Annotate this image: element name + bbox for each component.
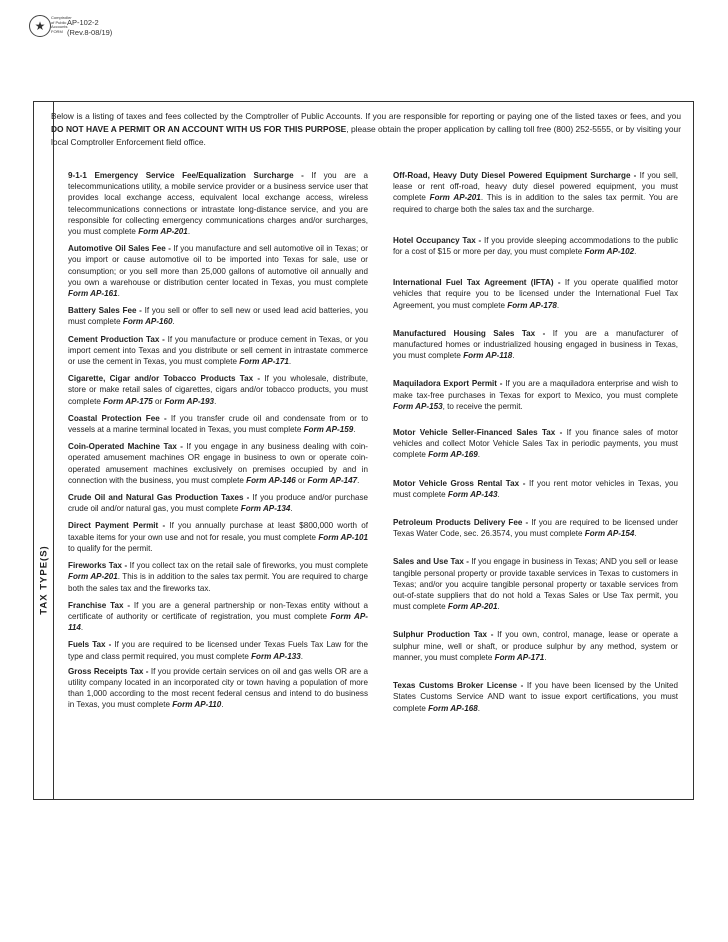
agency-line: of Public	[51, 19, 67, 25]
form-reference: Form AP-169	[428, 450, 478, 460]
tax-entry-title: Fireworks Tax -	[68, 561, 128, 571]
form-reference: Form AP-160	[122, 317, 173, 327]
form-reference: Form AP-201	[429, 193, 481, 203]
tax-entry	[393, 517, 678, 539]
tax-entry-title: Motor Vehicle Seller-Financed Sales Tax -	[393, 428, 563, 438]
tax-entry-title: Motor Vehicle Gross Rental Tax -	[393, 478, 526, 488]
tax-entry	[68, 492, 368, 514]
tax-entry-text: . This is in addition to the sales tax permit. You are required to charge both the sales tax and the surcharge.	[393, 193, 678, 214]
tax-entry-text: .	[172, 317, 175, 327]
tax-entry-text: If you engage in any business dealing with coin-operated amusement machines OR engage in business to own or operate coin-operated amusement machines exclusively on premises occupied by and in connection with the business, you must complete	[68, 442, 368, 485]
tax-entry-text: , to receive the permit.	[442, 401, 523, 411]
tax-entry-text: .	[300, 651, 303, 661]
tax-entry-text: If you operate qualified motor vehicles that require you to be licensed under the International Fuel Tax Agreement, you must complete	[393, 278, 678, 310]
form-reference: Form AP-171	[239, 357, 289, 367]
tax-entry-title: Crude Oil and Natural Gas Production Taxes -	[68, 493, 250, 503]
tax-entry-title: 9-1-1 Emergency Service Fee/Equalization Surcharge -	[68, 171, 304, 180]
tax-entry-text: If you sell or offer to sell new or used lead acid batteries, you must complete	[68, 306, 368, 327]
form-revision: (Rev.8-08/19)	[67, 28, 113, 37]
tax-entry-title: Fuels Tax -	[68, 640, 112, 650]
comptroller-seal-icon: ★	[29, 15, 51, 37]
tax-entry-text: .	[634, 247, 637, 257]
tax-entry-text: or	[295, 475, 308, 485]
tax-entry-text: If you own, control, manage, lease or operate a sulphur mine, well or shaft, or produce sulphur by any method, system or manner, you must complete	[393, 630, 678, 662]
tax-entry-text: If you rent motor vehicles in Texas, you must complete	[393, 478, 678, 499]
tax-entry-title: Automotive Oil Sales Fee -	[68, 244, 171, 254]
sidebar-label: TAX TYPE(S)	[38, 545, 50, 615]
tax-entry	[68, 600, 368, 634]
intro-text-end: , please obtain the proper application by calling toll free (800) 252-5555, or by visiting your local Comptroller Enforcement field office.	[51, 124, 681, 147]
agency-line: Accounts	[51, 24, 68, 29]
tax-entry-title: Coin-Operated Machine Tax -	[68, 442, 183, 452]
tax-entry-text: .	[512, 351, 515, 361]
right-tax-column	[393, 170, 678, 720]
form-reference: Form AP-101	[318, 532, 368, 542]
tax-entry-text: .	[290, 504, 293, 514]
tax-entry-text: .	[477, 450, 480, 460]
tax-entry-text: If you manufacture and sell automotive oil in Texas; or you import or cause automotive oil to be imported into Texas for sale, use or consumption; or you sell more than 25,000 gallons of automotive oil annually and you own a warehouse or distribution center located in Texas, you must complete	[68, 244, 368, 287]
tax-entry-title: Sales and Use Tax -	[393, 557, 469, 567]
tax-entry	[68, 520, 368, 554]
form-reference: Form AP-168	[428, 703, 478, 713]
tax-entry-text: If you are a general partnership or non-Texas entity without a certificate of authority or certificate of registration, you must complete	[68, 600, 368, 621]
form-reference: Form AP-159	[303, 425, 354, 435]
agency-line: Comptroller	[51, 15, 72, 20]
tax-entry-text: If you have been licensed by the United States Customs Service AND want to issue export certifications, you must complete	[393, 681, 679, 713]
left-tax-column	[68, 170, 368, 717]
tax-entry-text: If you provide sleeping accommodations to the public for a cost of $15 or more per day, you must complete	[393, 235, 679, 257]
tax-entry	[393, 235, 678, 257]
tax-entry	[393, 170, 678, 215]
form-reference: Form AP-178	[507, 300, 557, 310]
tax-entry-text: .	[357, 475, 360, 485]
tax-entry-text: If you transfer crude oil and condensate from or to vessels at a marine terminal located in Texas, you must complete	[68, 413, 368, 435]
tax-entry	[68, 373, 368, 407]
tax-entry	[393, 378, 678, 412]
tax-entry-title: Manufactured Housing Sales Tax -	[393, 328, 546, 338]
tax-entry-title: Sulphur Production Tax -	[393, 630, 494, 640]
tax-entry-text: .	[497, 489, 500, 499]
form-reference: Form AP-153	[393, 401, 443, 411]
tax-entry	[68, 334, 368, 368]
form-reference: Form AP-201	[138, 227, 188, 237]
tax-entry-title: Hotel Occupancy Tax -	[393, 235, 482, 245]
tax-entry-title: Cement Production Tax -	[68, 334, 165, 344]
tax-entry	[68, 666, 368, 711]
tax-entry-text: or	[152, 396, 165, 406]
form-reference: Form AP-147	[307, 475, 358, 485]
tax-entry	[393, 427, 678, 461]
tax-entry	[393, 328, 678, 362]
form-reference: Form AP-201	[68, 572, 118, 582]
tax-entry-text: If you sell, lease or rent off-road, heavy duty diesel powered equipment, you must complete	[393, 171, 678, 203]
intro-paragraph	[51, 110, 681, 149]
tax-entry-text: .	[634, 529, 637, 539]
tax-entry-text: If you are required to be licensed under Texas Water Code, sec. 26.3574, you must complete	[393, 518, 678, 539]
form-reference: Form AP-161	[68, 289, 118, 299]
tax-entry-title: Petroleum Products Delivery Fee -	[393, 518, 529, 528]
tax-entry-text: If you produce and/or purchase crude oil and/or natural gas, you must complete	[68, 493, 368, 514]
tax-entry-text: .	[80, 623, 84, 633]
tax-entry-title: International Fuel Tax Agreement (IFTA) -	[393, 278, 561, 288]
tax-entry-text: If you are a maquiladora enterprise and wish to make tax-free purchases in Texas for export to Mexico, you must complete	[393, 379, 679, 400]
tax-entry-text: .	[353, 425, 356, 435]
form-number: AP-102-2	[67, 18, 99, 27]
tax-entry	[393, 277, 678, 311]
tax-entry-text: .	[544, 652, 547, 662]
tax-entry	[393, 478, 678, 500]
tax-entry-text: If you are a manufacturer of manufactured homes or industrialized housing engaged in business in Texas, you must complete	[393, 328, 678, 361]
form-reference: Form AP-143	[447, 489, 498, 499]
tax-entry-text: .	[477, 703, 480, 713]
form-reference: Form AP-175	[103, 396, 153, 406]
tax-entry-title: Off-Road, Heavy Duty Diesel Powered Equipment Surcharge -	[393, 171, 637, 180]
tax-entry-text: If you provide certain services on oil and gas wells OR are a utility company located in an incorporated city or town having a population of more than 1,000 according to the most recent federal census and intend to do business in Texas, you must complete	[68, 666, 368, 710]
form-reference: Form AP-201	[447, 602, 498, 612]
tax-entry-text: .	[288, 357, 292, 367]
tax-entry-text: If you are a telecommunications utility, a mobile service provider or a business service user that provides local exchange access, equivalent local exchange access, wireless telecommunications connections or intrastate long-distance service, and you are responsible for collecting emergency communications charges and/or surcharges, you must complete	[68, 171, 368, 237]
agency-line: FORM	[51, 28, 63, 34]
form-reference: Form AP-193	[164, 396, 215, 406]
tax-entry-title: Battery Sales Fee -	[68, 306, 142, 316]
tax-entry-text: . This is in addition to the sales tax permit. You are required to charge both the sales tax and the fireworks tax.	[68, 572, 368, 593]
tax-entry	[68, 305, 368, 327]
tax-entry	[68, 441, 368, 486]
form-reference: Form AP-171	[494, 652, 545, 662]
tax-entry-title: Coastal Protection Fee -	[68, 413, 167, 423]
form-reference: Form AP-134	[240, 504, 291, 514]
tax-entry-text: .	[497, 602, 500, 612]
tax-entry-text: If you collect tax on the retail sale of fireworks, you must complete	[127, 561, 368, 571]
tax-entry-text: If you annually purchase at least $800,000 worth of taxable items for your own use and not for resale, you must complete	[68, 521, 368, 542]
tax-types-sidebar	[34, 102, 54, 799]
tax-entry-title: Maquiladora Export Permit -	[393, 379, 503, 389]
tax-entry	[68, 170, 368, 237]
form-reference: Form AP-110	[172, 700, 222, 710]
intro-text: Below is a listing of taxes and fees collected by the Comptroller of Public Accounts. If you are responsible for reporting or paying one of the listed taxes or fees, and you	[51, 111, 681, 121]
tax-entry	[68, 560, 368, 594]
tax-entry-title: Direct Payment Permit -	[68, 521, 166, 531]
form-reference: Form AP-133	[251, 651, 301, 661]
tax-entry-text: to qualify for the permit.	[68, 543, 153, 553]
tax-entry	[68, 243, 368, 299]
tax-entry-text: .	[556, 300, 560, 310]
tax-entry	[393, 629, 678, 663]
form-reference: Form AP-154	[584, 529, 635, 539]
tax-entry-title: Gross Receipts Tax -	[68, 666, 149, 676]
tax-entry-text: If you engage in business in Texas; AND you sell or lease tangible personal property or provide taxable services in Texas to customers in Texas; and/or you acquire tangible personal property or taxable services from out-of-state suppliers that do not hold a Texas Sales or Use Tax permit, you must complete	[393, 557, 678, 612]
tax-entry-text: If you are required to be licensed under Texas Fuels Tax Law for the type and class permit required, you must complete	[68, 640, 368, 661]
tax-entry-text: .	[214, 396, 217, 406]
intro-emphasis: DO NOT HAVE A PERMIT OR AN ACCOUNT WITH US FOR THIS PURPOSE	[51, 124, 347, 134]
tax-entry	[393, 680, 678, 714]
tax-entry-text: .	[221, 700, 224, 710]
form-reference: Form AP-118	[463, 351, 513, 361]
tax-entry-title: Franchise Tax -	[68, 600, 131, 610]
tax-entry	[393, 556, 678, 612]
form-reference: Form AP-146	[246, 475, 296, 485]
form-reference: Form AP-114	[68, 611, 369, 633]
tax-entry	[68, 639, 368, 661]
tax-entry-text: If you manufacture or produce cement in Texas, or you import cement into Texas and you distribute or sell cement in intrastate commerce or use the cement in Texas, you must complete	[68, 334, 368, 367]
tax-entry-text: .	[117, 289, 120, 299]
form-identifier	[67, 18, 112, 38]
form-reference: Form AP-102	[584, 247, 635, 257]
tax-entry-text: .	[187, 227, 191, 237]
tax-entry-text: If you finance sales of motor vehicles and collect Motor Vehicle Sales Tax in periodic payments, you must complete	[393, 428, 678, 460]
tax-entry-text: If you wholesale, distribute, store or make retail sales of cigarettes, cigars and/or tobacco products, you must complete	[68, 374, 368, 406]
tax-entry	[68, 413, 368, 435]
tax-entry-title: Cigarette, Cigar and/or Tobacco Products Tax -	[68, 374, 261, 384]
tax-entry-title: Texas Customs Broker License -	[393, 681, 524, 691]
